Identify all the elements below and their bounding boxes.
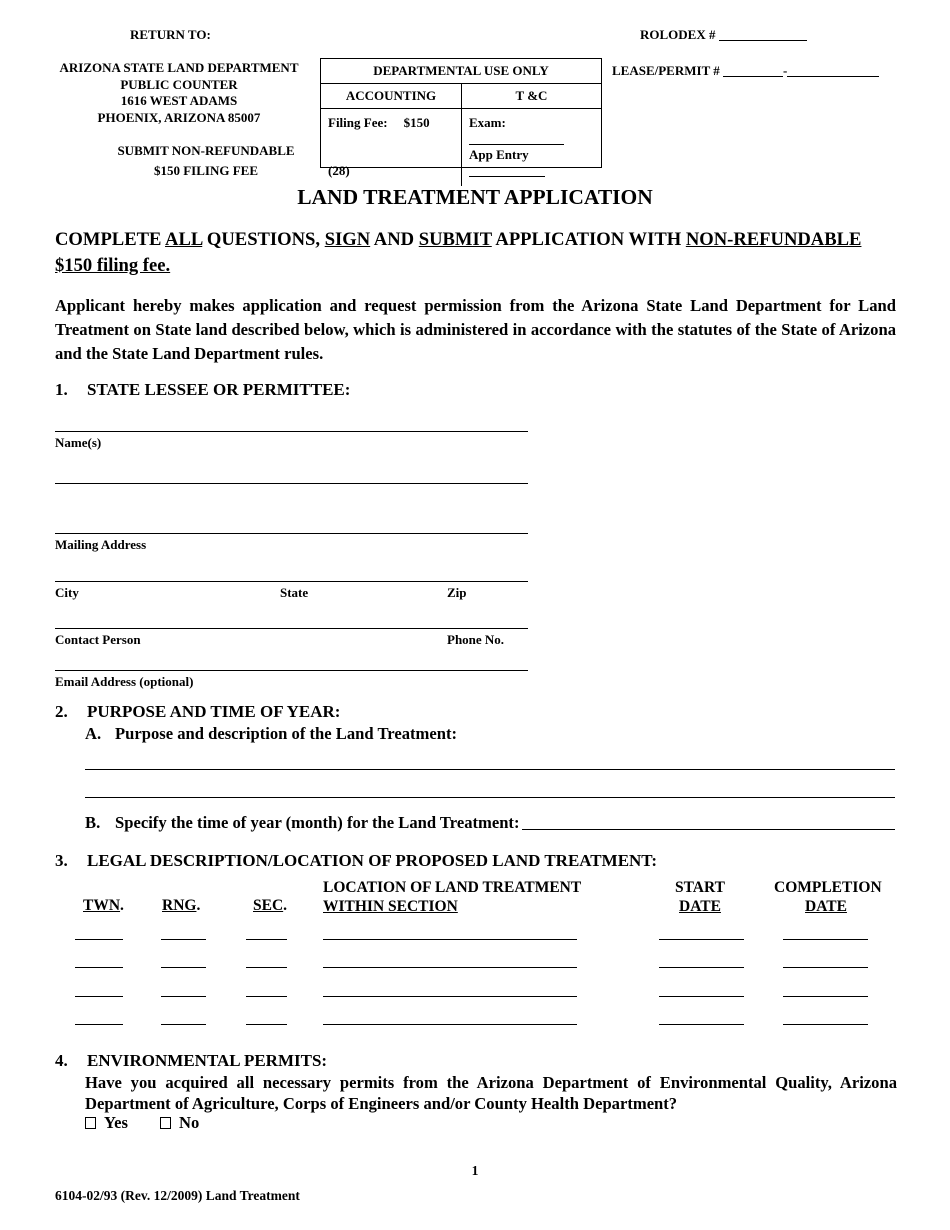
dept-box-title: DEPARTMENTAL USE ONLY xyxy=(321,59,601,84)
address-line: PHOENIX, ARIZONA 85007 xyxy=(97,109,261,125)
accounting-code: (28) xyxy=(328,163,350,178)
filing-fee-amount: $150 xyxy=(403,115,430,130)
lease-permit-hyphen: - xyxy=(783,63,788,78)
section-3-number: 3. xyxy=(55,851,68,870)
yes-checkbox[interactable] xyxy=(85,1117,96,1129)
yes-label: Yes xyxy=(104,1113,128,1132)
rolodex-blank-line[interactable] xyxy=(719,28,807,41)
completion-header-line1: COMPLETION xyxy=(774,879,882,896)
start-date-blank-line[interactable] xyxy=(659,1024,744,1025)
rng-blank-line[interactable] xyxy=(161,967,206,968)
app-entry-blank-line[interactable] xyxy=(469,164,545,177)
start-date-blank-line[interactable] xyxy=(659,996,744,997)
lease-permit-field xyxy=(612,63,879,79)
instruction-text: QUESTIONS, xyxy=(202,229,325,250)
sec-blank-line[interactable] xyxy=(246,939,287,940)
instruction-text-underlined: $150 filing fee. xyxy=(55,254,171,276)
completion-date-column-header xyxy=(774,879,882,916)
rng-column-header xyxy=(162,897,200,916)
twn-column-header xyxy=(83,897,124,916)
page-number: 1 xyxy=(471,1163,479,1178)
item-b-letter: B. xyxy=(85,813,101,832)
section-1-title: STATE LESSEE OR PERMITTEE: xyxy=(87,380,351,399)
instruction-text: APPLICATION WITH xyxy=(491,229,686,250)
rng-blank-line[interactable] xyxy=(161,996,206,997)
tc-cell xyxy=(462,109,601,186)
lease-permit-blank-line[interactable] xyxy=(787,64,879,77)
instruction-text-underlined: NON-REFUNDABLE xyxy=(685,229,862,250)
twn-header-text: TWN xyxy=(83,897,121,914)
contact-phone-blank-line[interactable] xyxy=(55,628,528,629)
rolodex-label: ROLODEX # xyxy=(640,27,716,42)
name-label: Name(s) xyxy=(55,435,102,450)
exam-label: Exam: xyxy=(469,115,506,130)
instruction-text-underlined: ALL xyxy=(165,229,203,250)
lease-permit-label: LEASE/PERMIT # xyxy=(612,63,720,78)
instruction-line xyxy=(55,227,893,253)
rng-blank-line[interactable] xyxy=(161,1024,206,1025)
department-address-block xyxy=(55,60,303,126)
departmental-use-box xyxy=(320,58,602,178)
submit-note-line: $150 FILING FEE xyxy=(153,163,258,178)
start-date-blank-line[interactable] xyxy=(659,967,744,968)
accounting-cell xyxy=(321,109,462,186)
completion-date-blank-line[interactable] xyxy=(783,996,868,997)
item-a-text: Purpose and description of the Land Treatment: xyxy=(115,724,458,743)
section-4-question: Have you acquired all necessary permits from the Arizona Department of Environmental Quality, Arizona Department of Agriculture, Corps of Engineers and/or County Health Department? xyxy=(85,1073,897,1113)
state-label: State xyxy=(280,585,309,600)
city-state-zip-blank-line[interactable] xyxy=(55,581,528,582)
rng-header-dot: . xyxy=(196,897,201,914)
twn-blank-line[interactable] xyxy=(75,1024,123,1025)
location-column-header xyxy=(323,879,581,916)
app-entry-label: App Entry xyxy=(469,147,529,162)
sec-blank-line[interactable] xyxy=(246,967,287,968)
item-a-letter: A. xyxy=(85,724,102,743)
rolodex-field xyxy=(640,27,807,43)
section-1-heading xyxy=(55,380,350,400)
form-id-footer: 6104-02/93 (Rev. 12/2009) Land Treatment xyxy=(55,1188,300,1203)
time-of-year-blank-line[interactable] xyxy=(522,813,896,830)
name-blank-line-2[interactable] xyxy=(55,483,528,484)
purpose-blank-line[interactable] xyxy=(85,769,895,770)
sec-header-text: SEC xyxy=(253,897,284,914)
accounting-column-header: ACCOUNTING xyxy=(321,84,462,108)
mailing-address-blank-line[interactable] xyxy=(55,533,528,534)
instruction-heading xyxy=(55,227,893,278)
section-3-heading xyxy=(55,851,657,871)
completion-date-blank-line[interactable] xyxy=(783,939,868,940)
sec-blank-line[interactable] xyxy=(246,996,287,997)
sec-blank-line[interactable] xyxy=(246,1024,287,1025)
item-b-text: Specify the time of year (month) for the Land Treatment: xyxy=(115,813,520,832)
purpose-blank-line-2[interactable] xyxy=(85,797,895,798)
address-line: PUBLIC COUNTER xyxy=(120,76,238,92)
submit-fee-note xyxy=(82,141,330,181)
name-blank-line[interactable] xyxy=(55,431,528,432)
section-2-title: PURPOSE AND TIME OF YEAR: xyxy=(87,702,341,721)
mailing-address-label: Mailing Address xyxy=(55,537,147,552)
rng-header-text: RNG xyxy=(162,897,197,914)
section-1-number: 1. xyxy=(55,380,68,399)
filing-fee-label: Filing Fee: xyxy=(328,115,388,130)
email-blank-line[interactable] xyxy=(55,670,528,671)
exam-blank-line[interactable] xyxy=(469,132,564,145)
no-checkbox[interactable] xyxy=(160,1117,171,1129)
page-title: LAND TREATMENT APPLICATION xyxy=(297,185,653,209)
instruction-text-underlined: SUBMIT xyxy=(418,229,492,250)
start-date-column-header xyxy=(656,879,744,916)
section-3-title: LEGAL DESCRIPTION/LOCATION OF PROPOSED LAND TREATMENT: xyxy=(87,851,658,870)
no-label: No xyxy=(178,1113,200,1132)
submit-note-line: SUBMIT NON-REFUNDABLE xyxy=(117,143,295,158)
lease-permit-blank-line[interactable] xyxy=(723,64,783,77)
twn-blank-line[interactable] xyxy=(75,967,123,968)
instruction-line xyxy=(55,253,893,279)
section-4-options xyxy=(85,1113,199,1133)
address-line: 1616 WEST ADAMS xyxy=(120,93,238,108)
section-2-heading xyxy=(55,702,340,722)
instruction-text: COMPLETE xyxy=(55,229,166,250)
section-4-heading xyxy=(55,1051,327,1071)
section-4-number: 4. xyxy=(55,1051,68,1070)
twn-blank-line[interactable] xyxy=(75,939,123,940)
section-4-title: ENVIRONMENTAL PERMITS: xyxy=(87,1051,328,1070)
twn-blank-line[interactable] xyxy=(75,996,123,997)
completion-date-blank-line[interactable] xyxy=(783,967,868,968)
start-date-blank-line[interactable] xyxy=(659,939,744,940)
completion-header-line2: DATE xyxy=(805,897,847,915)
return-to-label: RETURN TO: xyxy=(130,27,211,42)
start-header-line1: START xyxy=(675,879,725,896)
zip-label: Zip xyxy=(447,585,467,600)
address-line: ARIZONA STATE LAND DEPARTMENT xyxy=(59,60,299,75)
tc-column-header: T &C xyxy=(515,88,548,103)
city-label: City xyxy=(55,585,79,600)
instruction-text: AND xyxy=(370,229,419,250)
phone-label: Phone No. xyxy=(447,632,505,647)
start-header-line2: DATE xyxy=(679,897,721,915)
location-header-line1: LOCATION OF LAND TREATMENT xyxy=(323,879,582,896)
intro-paragraph: Applicant hereby makes application and request permission from the Arizona State Land Department for Land Treatment on State land described below, which is administered in accordance with the statutes of the State of Arizona and the State Land Department rules. xyxy=(55,296,896,363)
contact-person-label: Contact Person xyxy=(55,632,141,647)
rng-blank-line[interactable] xyxy=(161,939,206,940)
section-2-item-a xyxy=(85,724,457,744)
location-blank-line[interactable] xyxy=(323,939,577,940)
sec-column-header xyxy=(253,897,287,916)
location-blank-line[interactable] xyxy=(323,996,577,997)
section-2-item-b xyxy=(85,813,895,833)
email-label: Email Address (optional) xyxy=(55,674,194,689)
section-2-number: 2. xyxy=(55,702,68,721)
sec-header-dot: . xyxy=(283,897,288,914)
location-blank-line[interactable] xyxy=(323,967,577,968)
twn-header-dot: . xyxy=(120,897,124,914)
location-header-line2: WITHIN SECTION xyxy=(323,897,458,915)
completion-date-blank-line[interactable] xyxy=(783,1024,868,1025)
instruction-text-underlined: SIGN xyxy=(324,229,371,250)
location-blank-line[interactable] xyxy=(323,1024,577,1025)
